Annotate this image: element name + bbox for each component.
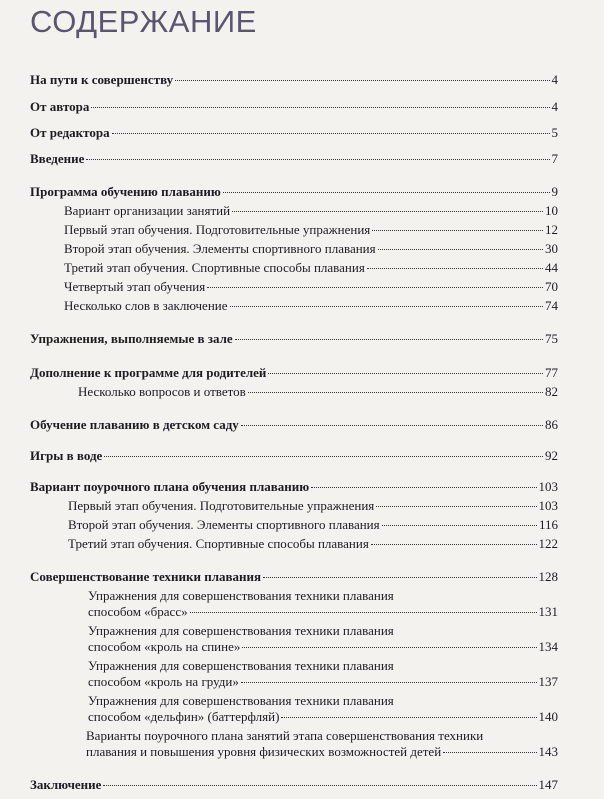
dot-leader: [382, 525, 537, 526]
dot-leader: [367, 268, 543, 269]
toc-page-number: 92: [545, 448, 558, 463]
toc-entry-title: Программа обучению плаванию: [30, 184, 221, 199]
dot-leader: [86, 159, 549, 160]
toc-page-number: 9: [551, 184, 558, 199]
toc-entry-title: Несколько вопросов и ответов: [78, 384, 246, 399]
dot-leader: [372, 230, 543, 231]
toc-subentry[interactable]: [86, 728, 558, 760]
toc-page-number: 4: [551, 99, 558, 114]
toc-entry-title: плавания и повышения уровня физических возможностей детей: [86, 744, 442, 759]
toc-entry-title: способом «дельфин» (баттерфляй): [88, 709, 280, 724]
toc-entry[interactable]: [30, 151, 558, 167]
toc-entry-title: На пути к совершенству: [30, 72, 174, 87]
toc-subentry[interactable]: [64, 279, 558, 295]
dot-leader: [175, 80, 549, 81]
toc-entry[interactable]: [30, 184, 558, 200]
dot-leader: [232, 211, 543, 212]
dot-leader: [263, 577, 536, 578]
dot-leader: [268, 373, 543, 374]
toc-subentry[interactable]: [64, 241, 558, 257]
toc-entry-title: Упражнения, выполняемые в зале: [30, 331, 233, 346]
dot-leader: [207, 287, 543, 288]
toc-entry[interactable]: [30, 331, 558, 347]
toc-page-number: 137: [538, 674, 558, 689]
page-title: СОДЕРЖАНИЕ: [30, 4, 257, 39]
toc-page-number: 12: [545, 222, 558, 237]
dot-leader: [91, 107, 549, 108]
toc-entry-title: От автора: [30, 99, 90, 114]
toc-page-number: 30: [545, 241, 558, 256]
toc-subentry[interactable]: [68, 536, 558, 552]
toc-subentry[interactable]: [88, 623, 558, 655]
toc-entry-title-line1: Упражнения для совершенствования техники плавания: [88, 658, 394, 673]
toc-page-number: 4: [551, 72, 558, 87]
dot-leader: [112, 133, 550, 134]
toc-entry-title: Вариант поурочного плана обучения плаванию: [30, 479, 310, 494]
toc-entry[interactable]: [30, 365, 558, 381]
toc-entry-title: Введение: [30, 151, 85, 166]
toc-entry[interactable]: [30, 479, 558, 495]
toc-entry[interactable]: [30, 125, 558, 141]
dot-leader: [190, 612, 537, 613]
toc-page-number: 7: [551, 151, 558, 166]
toc-page-number: 86: [545, 417, 558, 432]
toc-subentry[interactable]: [68, 517, 558, 533]
toc-entry-title-line1: Упражнения для совершенствования техники плавания: [88, 588, 394, 603]
toc-entry-title: способом «кроль на груди»: [88, 674, 239, 689]
toc-entry-title-line1: Варианты поурочного плана занятий этапа совершенствования техники: [86, 728, 484, 743]
toc-entry-title: Заключение: [30, 777, 102, 792]
dot-leader: [230, 306, 543, 307]
dot-leader: [378, 249, 543, 250]
toc-subentry[interactable]: [88, 658, 558, 690]
dot-leader: [235, 339, 543, 340]
toc-page-number: 75: [545, 331, 558, 346]
toc-page-number: 103: [538, 479, 558, 494]
toc-entry[interactable]: [30, 99, 558, 115]
toc-subentry[interactable]: [78, 384, 558, 400]
toc-entry-title: Обучение плаванию в детском саду: [30, 417, 239, 432]
toc-subentry[interactable]: [88, 588, 558, 620]
toc-entry-title: Совершенствование техники плавания: [30, 569, 262, 584]
toc-page-number: 70: [545, 279, 558, 294]
toc-page-number: 44: [545, 260, 558, 275]
toc-page-number: 5: [551, 125, 558, 140]
toc-entry-title: Второй этап обучения. Элементы спортивного плавания: [68, 517, 380, 532]
toc-entry-title: От редактора: [30, 125, 110, 140]
toc-entry[interactable]: [30, 72, 558, 88]
dot-leader: [223, 192, 550, 193]
toc-page-number: 103: [538, 498, 558, 513]
toc-entry[interactable]: [30, 448, 558, 464]
toc-entry-title: Игры в воде: [30, 448, 103, 463]
toc-entry-title: Третий этап обучения. Спортивные способы плавания: [64, 260, 365, 275]
toc-entry-title: Несколько слов в заключение: [64, 298, 228, 313]
toc-page-number: 10: [545, 203, 558, 218]
toc-entry-title-line1: Упражнения для совершенствования техники плавания: [88, 693, 394, 708]
toc-page-number: 74: [545, 298, 558, 313]
toc-entry[interactable]: [30, 777, 558, 793]
table-of-contents: [30, 72, 558, 793]
toc-subentry[interactable]: [64, 260, 558, 276]
dot-leader: [248, 392, 543, 393]
toc-subentry[interactable]: [68, 498, 558, 514]
toc-page-number: 77: [545, 365, 558, 380]
dot-leader: [104, 456, 543, 457]
toc-page-number: 82: [545, 384, 558, 399]
dot-leader: [241, 425, 543, 426]
dot-leader: [371, 544, 537, 545]
toc-entry-title: Первый этап обучения. Подготовительные упражнения: [64, 222, 371, 237]
toc-entry-title: Первый этап обучения. Подготовительные упражнения: [68, 498, 375, 513]
dot-leader: [443, 752, 536, 753]
dot-leader: [242, 647, 536, 648]
toc-entry-title-line1: Упражнения для совершенствования техники плавания: [88, 623, 394, 638]
dot-leader: [281, 717, 536, 718]
dot-leader: [376, 506, 536, 507]
toc-entry-title: Второй этап обучения. Элементы спортивного плавания: [64, 241, 376, 256]
toc-subentry[interactable]: [64, 222, 558, 238]
toc-page-number: 143: [538, 744, 558, 759]
toc-entry-title: Дополнение к программе для родителей: [30, 365, 267, 380]
toc-entry-title: способом «брасс»: [88, 604, 188, 619]
toc-page-number: 131: [538, 604, 558, 619]
toc-subentry[interactable]: [88, 693, 558, 725]
toc-entry-title: Четвертый этап обучения: [64, 279, 206, 294]
toc-entry[interactable]: [30, 417, 558, 433]
toc-page-number: 147: [538, 777, 558, 792]
toc-entry-title: способом «кроль на спине»: [88, 639, 241, 654]
dot-leader: [241, 682, 537, 683]
toc-subentry[interactable]: [64, 203, 558, 219]
toc-page-number: 122: [538, 536, 558, 551]
toc-page-number: 140: [538, 709, 558, 724]
toc-entry-title: Третий этап обучения. Спортивные способы плавания: [68, 536, 369, 551]
toc-page-number: 128: [538, 569, 558, 584]
toc-subentry[interactable]: [64, 298, 558, 314]
toc-entry-title: Вариант организации занятий: [64, 203, 231, 218]
toc-page-number: 134: [538, 639, 558, 654]
toc-entry[interactable]: [30, 569, 558, 585]
dot-leader: [311, 487, 536, 488]
dot-leader: [103, 785, 536, 786]
toc-page-number: 116: [538, 517, 558, 532]
